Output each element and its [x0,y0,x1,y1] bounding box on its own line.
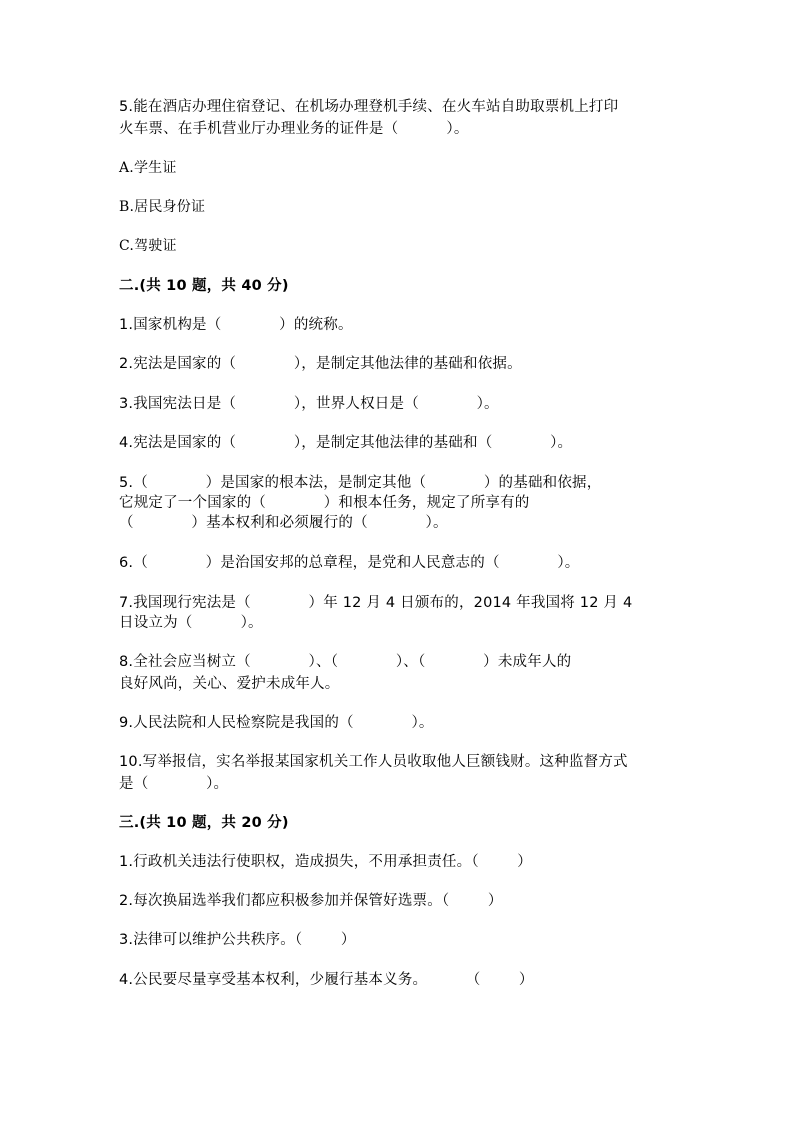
s3-question-3: 3.法律可以维护公共秩序。（ ） [119,932,356,948]
s2-question-4: 4.宪法是国家的（ ），是制定其他法律的基础和（ ）。 [119,435,573,451]
q5-option-b: B.居民身份证 [119,199,206,215]
q5-stem-line1: 5.能在酒店办理住宿登记、在机场办理登机手续、在火车站自助取票机上打印 [119,99,619,115]
s2-question-7-line2: 日设立为（ ）。 [119,615,263,631]
q5-option-c: C.驾驶证 [119,238,177,254]
s2-question-9: 9.人民法院和人民检察院是我国的（ ）。 [119,715,434,731]
s2-question-5-line3: （ ）基本权利和必须履行的（ ）。 [119,515,448,531]
s2-question-6: 6.（ ）是治国安邦的总章程，是党和人民意志的（ ）。 [119,555,580,571]
s2-question-8-line2: 良好风尚，关心、爱护未成年人。 [119,676,340,692]
s2-question-8-line1: 8.全社会应当树立（ ）、（ ）、（ ）未成年人的 [119,654,572,670]
section2-title: 二.(共 10 题，共 40 分) [119,278,289,294]
s2-question-2: 2.宪法是国家的（ ），是制定其他法律的基础和依据。 [119,356,522,372]
q5-option-a: A.学生证 [119,160,177,176]
s2-question-10-line2: 是（ ）。 [119,776,229,792]
s3-question-4: 4.公民要尽量享受基本权利，少履行基本义务。 （ ） [119,972,534,988]
s3-question-1: 1.行政机关违法行使职权，造成损失，不用承担责任。（ ） [119,854,532,870]
s2-question-7-line1: 7.我国现行宪法是（ ）年 12 月 4 日颁布的，2014 年我国将 12 月 4 [119,595,633,611]
s2-question-3: 3.我国宪法日是（ ），世界人权日是（ ）。 [119,396,499,412]
s2-question-1: 1.国家机构是（ ）的统称。 [119,317,353,333]
s3-question-2: 2.每次换届选举我们都应积极参加并保管好选票。（ ） [119,893,503,909]
s2-question-10-line1: 10.写举报信，实名举报某国家机关工作人员收取他人巨额钱财。这种监督方式 [119,754,628,770]
section3-title: 三.(共 10 题，共 20 分) [119,815,289,831]
s2-question-5-line2: 它规定了一个国家的（ ）和根本任务，规定了所享有的 [119,495,530,511]
s2-question-5-line1: 5.（ ）是国家的根本法，是制定其他（ ）的基础和依据， [119,475,602,491]
q5-stem-line2: 火车票、在手机营业厅办理业务的证件是（ ）。 [119,121,469,137]
